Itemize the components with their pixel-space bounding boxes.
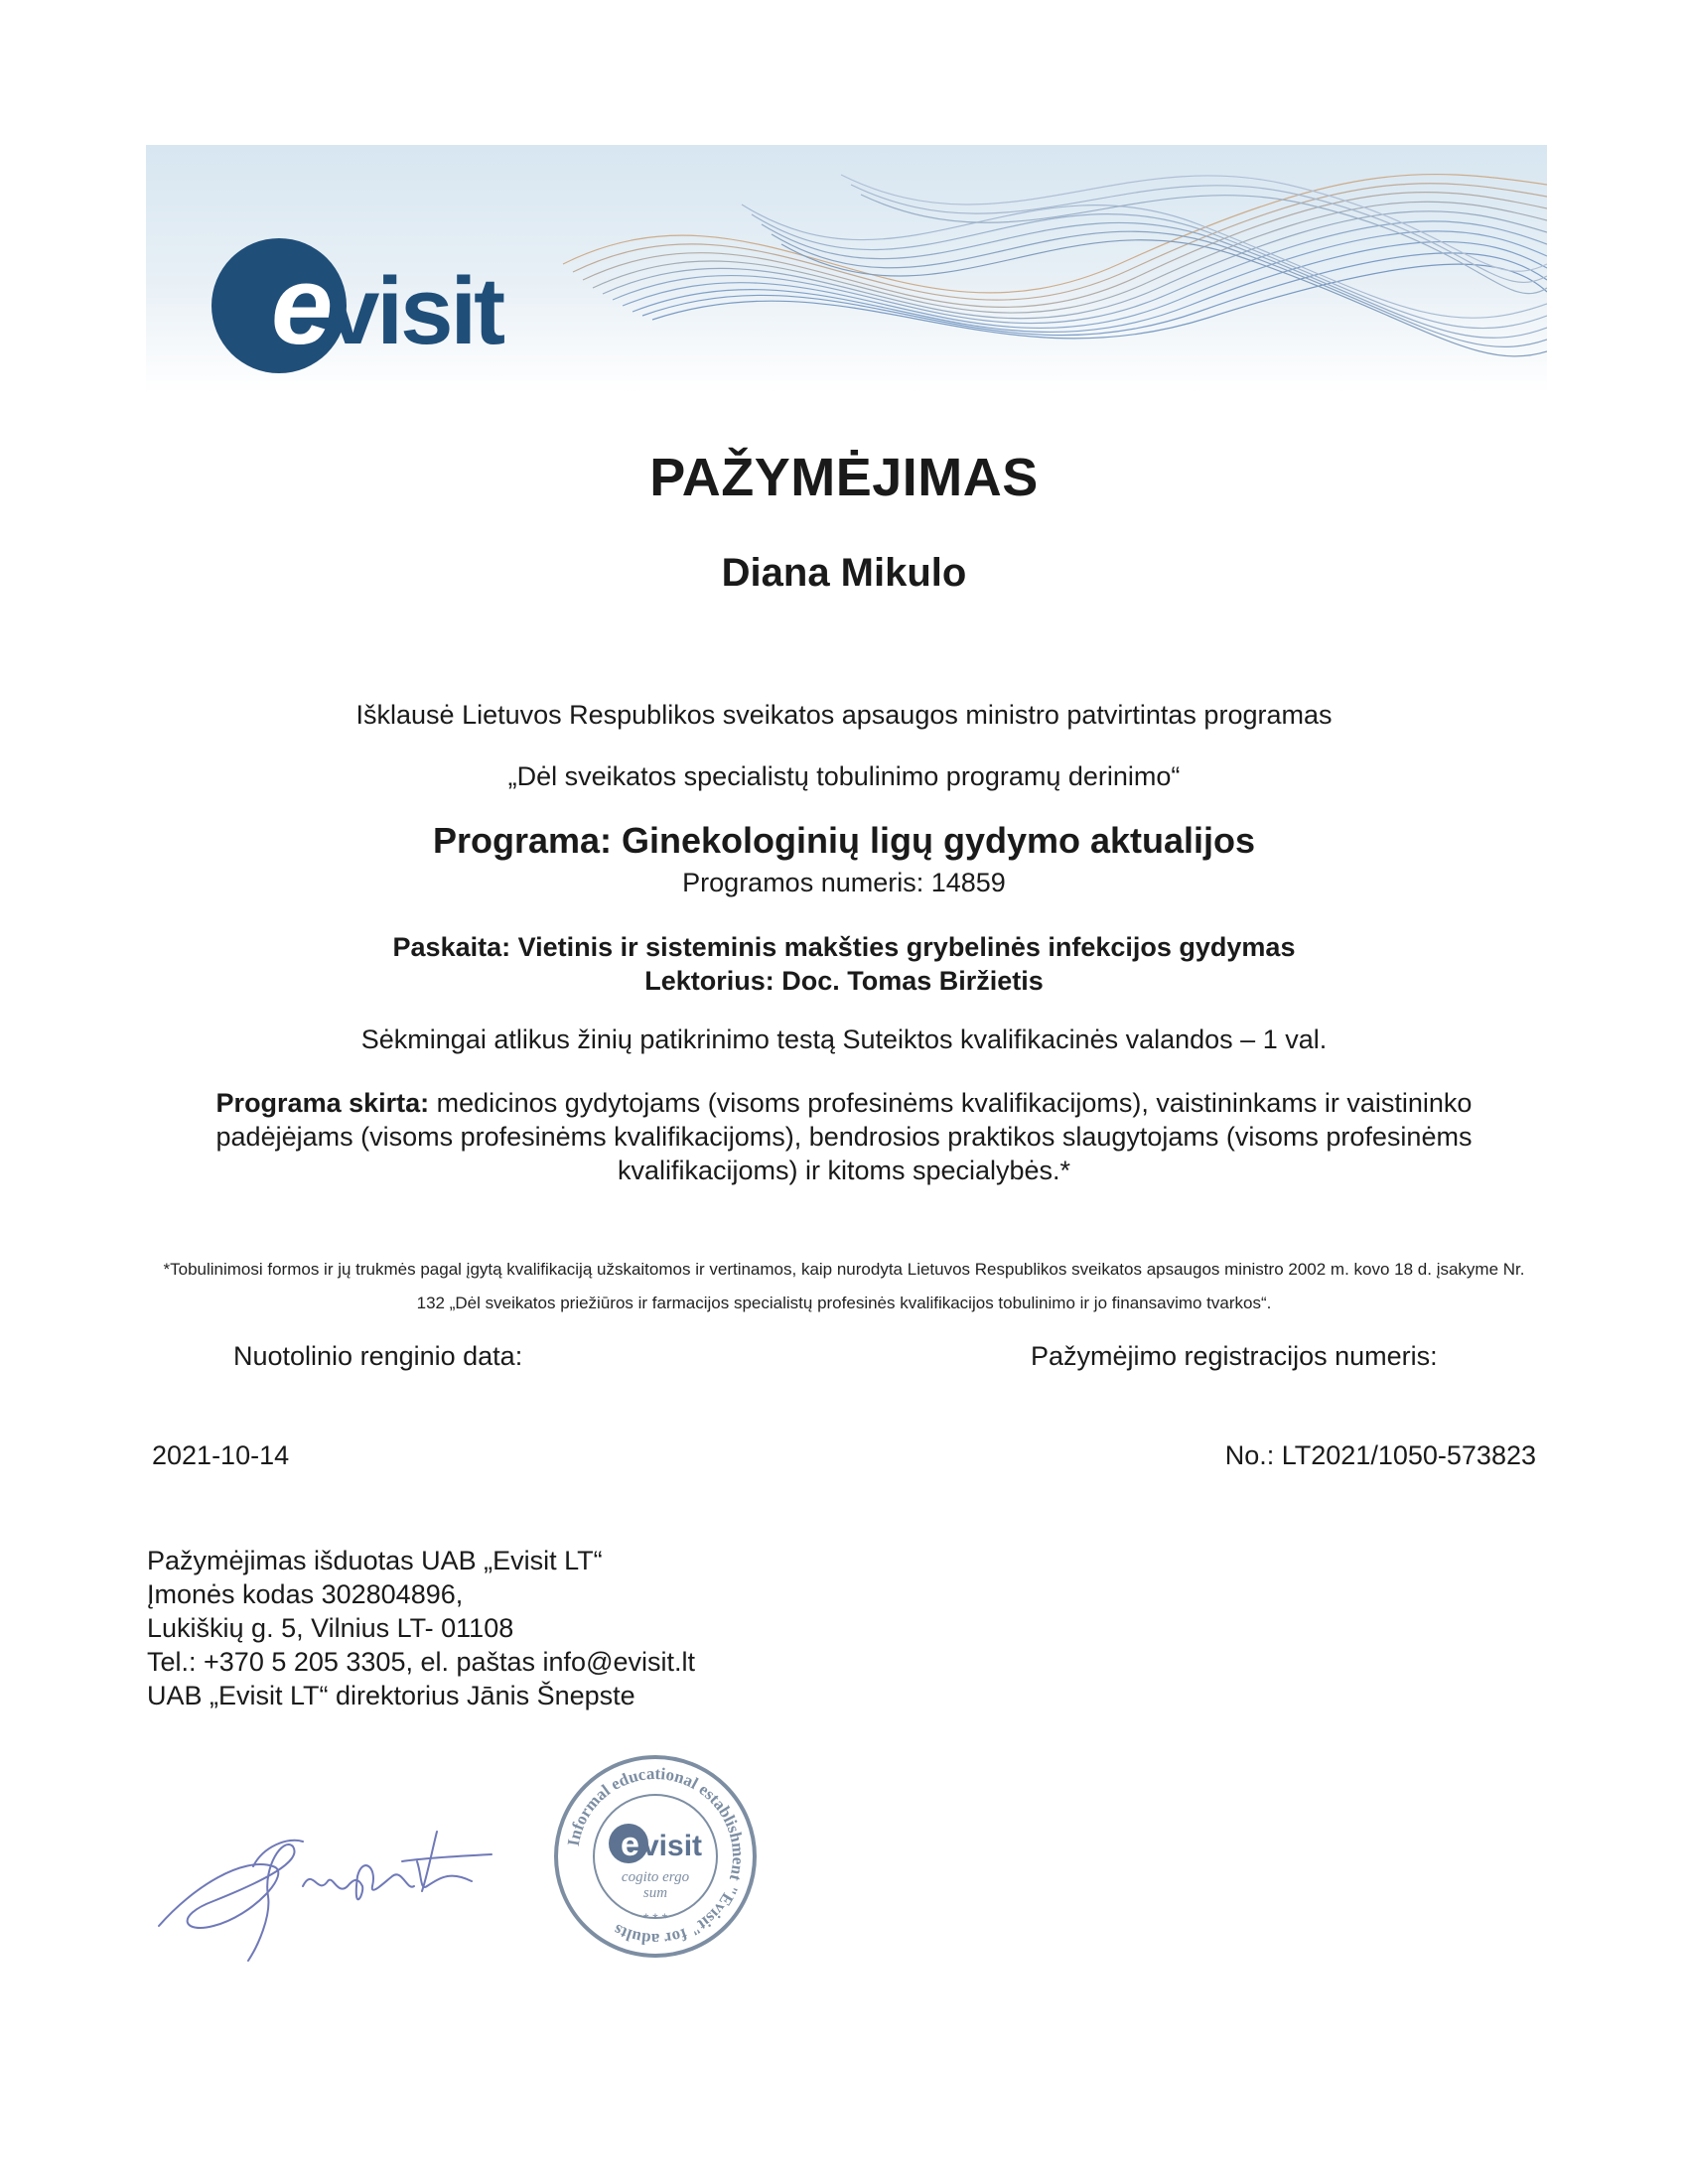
seal-ring-text: Informal educational establishment "Evisit" for adults (563, 1763, 749, 1950)
certificate-title: PAŽYMĖJIMAS (649, 448, 1039, 507)
event-date-value: 2021-10-14 (152, 1440, 290, 1470)
company-director: UAB „Evisit LT“ direktorius Jānis Šnepste (147, 1681, 635, 1710)
company-code: Įmonės kodas 302804896, (147, 1579, 464, 1609)
svg-text:visit: visit (642, 1830, 703, 1862)
issuer-line: Pažymėjimas išduotas UAB „Evisit LT“ (147, 1546, 603, 1575)
footnote: *Tobulinimosi formos ir jų trukmės pagal įgytą kvalifikaciją užskaitomos ir vertinamos, kaip nurodyta Lietuvos Respublikos sveikatos apsaugos ministro 2002 m. kovo 18 d. įsakyme Nr. 132 „Dėl sveikatos priežiūros ir farmacijos specialistų profesinės kvalifikacijos tobulinimo ir jo finansavimo tvarkos“. (163, 1260, 1525, 1312)
lecture-title: Paskaita: Vietinis ir sisteminis makšties grybelinės infekcijos gydymas (392, 932, 1296, 962)
recipient-name: Diana Mikulo (721, 551, 967, 595)
lecture-block (0, 930, 1688, 998)
seal-motto-2: sum (642, 1885, 668, 1901)
company-address: Lukiškių g. 5, Vilnius LT- 01108 (147, 1613, 514, 1643)
program-title: Programa: Ginekologinių ligų gydymo aktualijos (432, 820, 1256, 861)
audience-paragraph (169, 1086, 1519, 1187)
header-banner (146, 145, 1547, 393)
event-date-label: Nuotolinio renginio data: (233, 1341, 523, 1371)
lecturer: Lektorius: Doc. Tomas Biržietis (644, 966, 1044, 996)
audience-label: Programa skirta: (215, 1088, 430, 1118)
svg-text:e: e (271, 243, 334, 367)
svg-text:visit: visit (327, 258, 503, 364)
issuer-block (147, 1544, 695, 1712)
audience-text: medicinos gydytojams (visoms profesinėms kvalifikacijoms), vaistininkams ir vaistininko padėjėjams (visoms profesinėms kvalifikacijoms), bendrosios praktikos slaugytojams (visoms profesinėms kvalifikacijoms) ir kitoms specialybės.* (215, 1088, 1473, 1185)
evisit-logo (210, 236, 517, 375)
seal-motto-1: cogito ergo (621, 1869, 690, 1885)
intro-line-2: „Dėl sveikatos specialistų tobulinimo programų derinimo“ (507, 761, 1181, 791)
company-contacts: Tel.: +370 5 205 3305, el. paštas info@evisit.lt (147, 1647, 695, 1677)
registration-label: Pažymėjimo registracijos numeris: (1031, 1341, 1438, 1371)
evisit-seal (551, 1752, 760, 1961)
hours-statement: Sėkmingai atlikus žinių patikrinimo testą Suteiktos kvalifikacinės valandos – 1 val. (360, 1024, 1328, 1054)
seal-stars: * * * (642, 1910, 668, 1926)
director-signature (154, 1807, 511, 1966)
svg-text:e: e (621, 1826, 639, 1863)
program-number: Programos numeris: 14859 (682, 868, 1006, 897)
intro-line-1: Išklausė Lietuvos Respublikos sveikatos apsaugos ministro patvirtintas programas (355, 700, 1333, 730)
registration-number: No.: LT2021/1050-573823 (1224, 1440, 1536, 1470)
